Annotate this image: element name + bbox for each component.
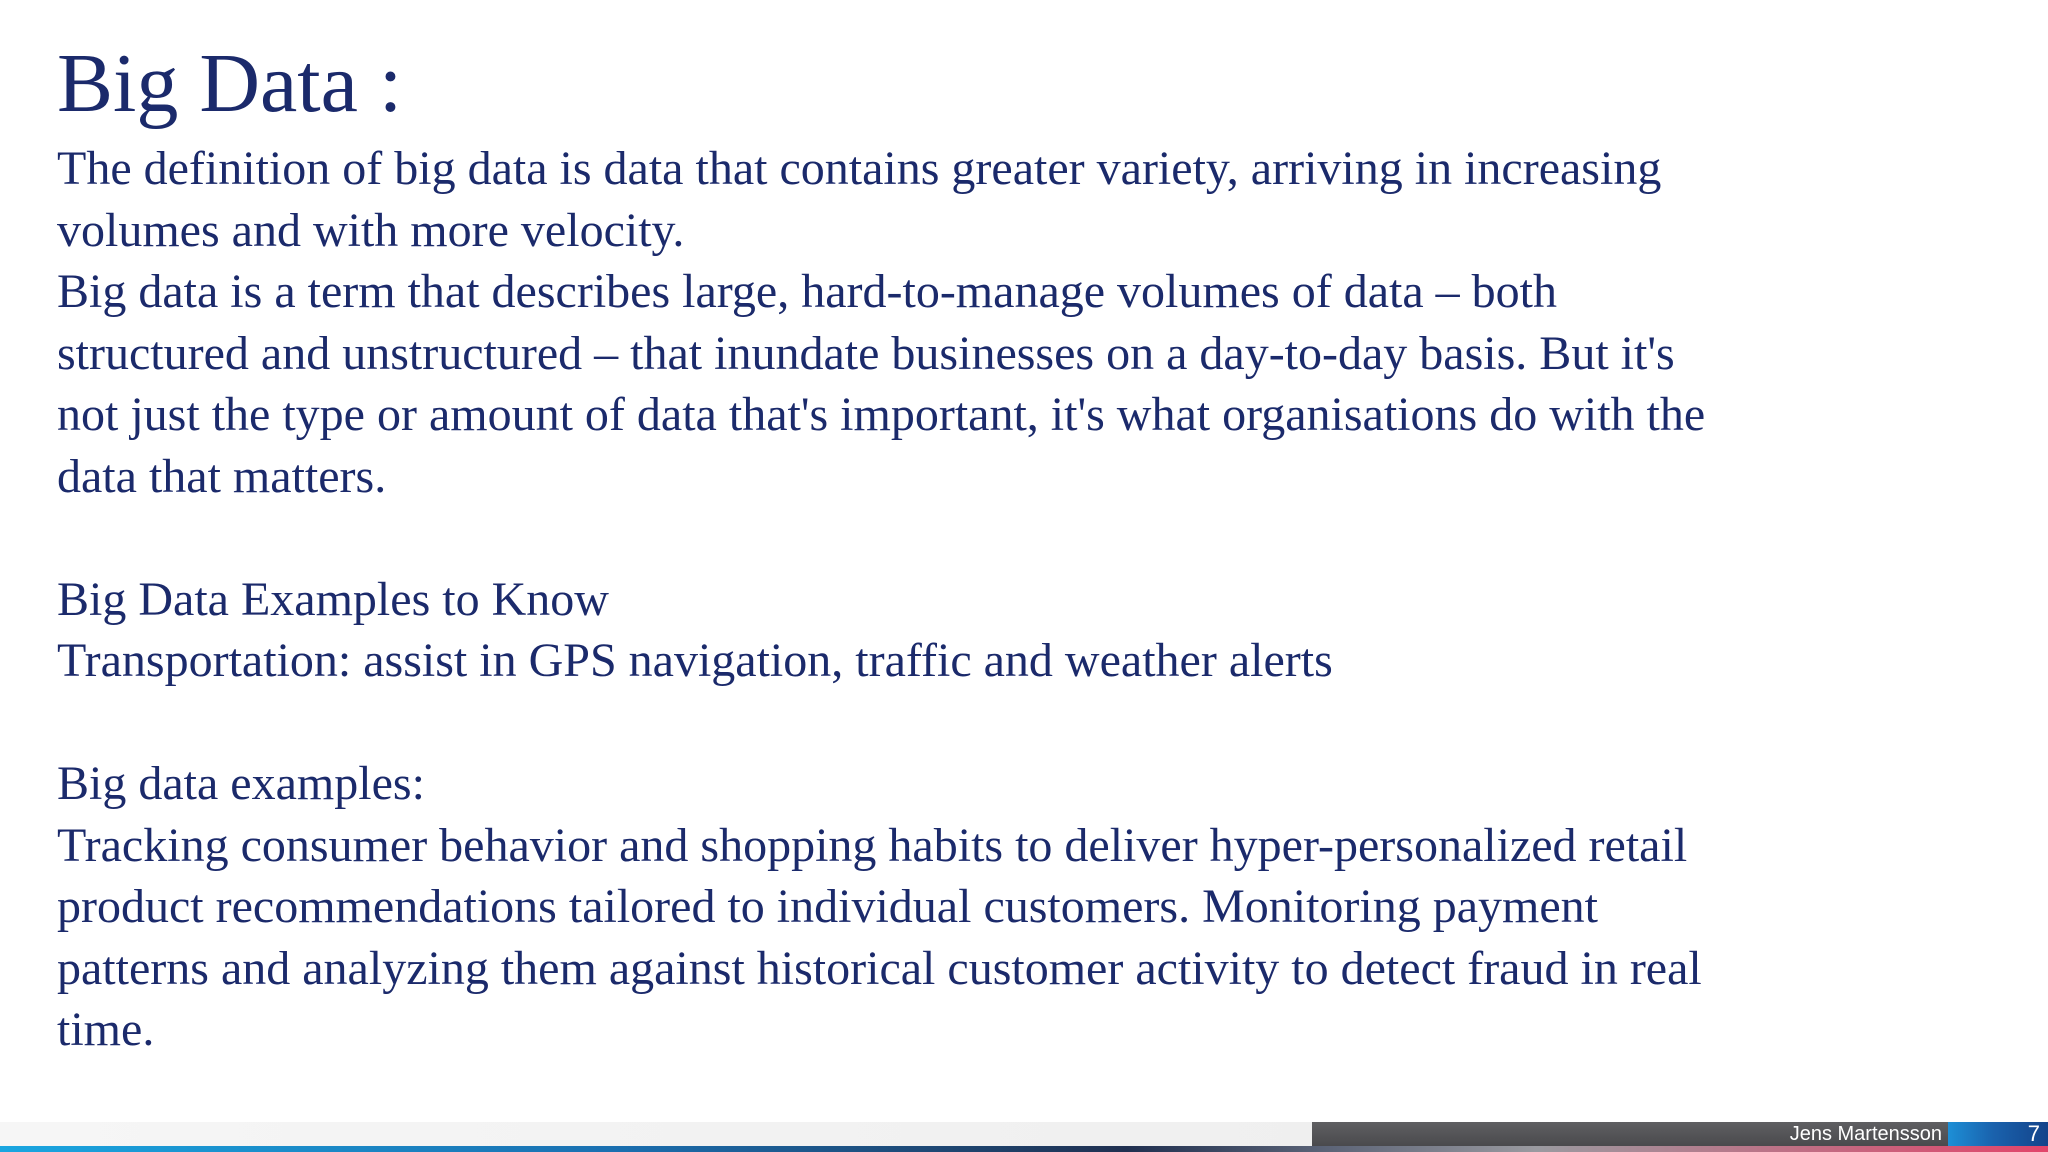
paragraph-definition: The definition of big data is data that contains greater variety, arriving in increasing volumes and with more velocity. xyxy=(57,142,1662,257)
paragraph-examples-detail: Tracking consumer behavior and shopping habits to deliver hyper-personalized retail product recommendations tailored to individual customers. Monitoring payment patterns and analyzing them against historical customer activity to detect fraud in real time. xyxy=(57,818,1702,1056)
slide-title: Big Data : xyxy=(57,37,403,130)
paragraph-description: Big data is a term that describes large, hard-to-manage volumes of data – both structured and unstructured – that inundate businesses on a day-to-day basis. But it's not just the type or amount of data that's important, it's what organisations do with the data that matters. xyxy=(57,265,1706,503)
slide-body xyxy=(57,138,1957,1061)
page-number: 7 xyxy=(1948,1122,2048,1146)
paragraph-examples-heading: Big Data Examples to Know xyxy=(57,572,609,626)
author-label: Jens Martensson xyxy=(1312,1122,1948,1146)
blank-line xyxy=(57,507,1957,569)
paragraph-transportation: Transportation: assist in GPS navigation, traffic and weather alerts xyxy=(57,634,1333,687)
paragraph-examples-label: Big data examples: xyxy=(57,757,425,810)
slide-content xyxy=(57,38,1957,1061)
footer-stripe xyxy=(0,1146,2048,1152)
blank-line xyxy=(57,692,1957,754)
slide-footer xyxy=(0,1122,2048,1152)
